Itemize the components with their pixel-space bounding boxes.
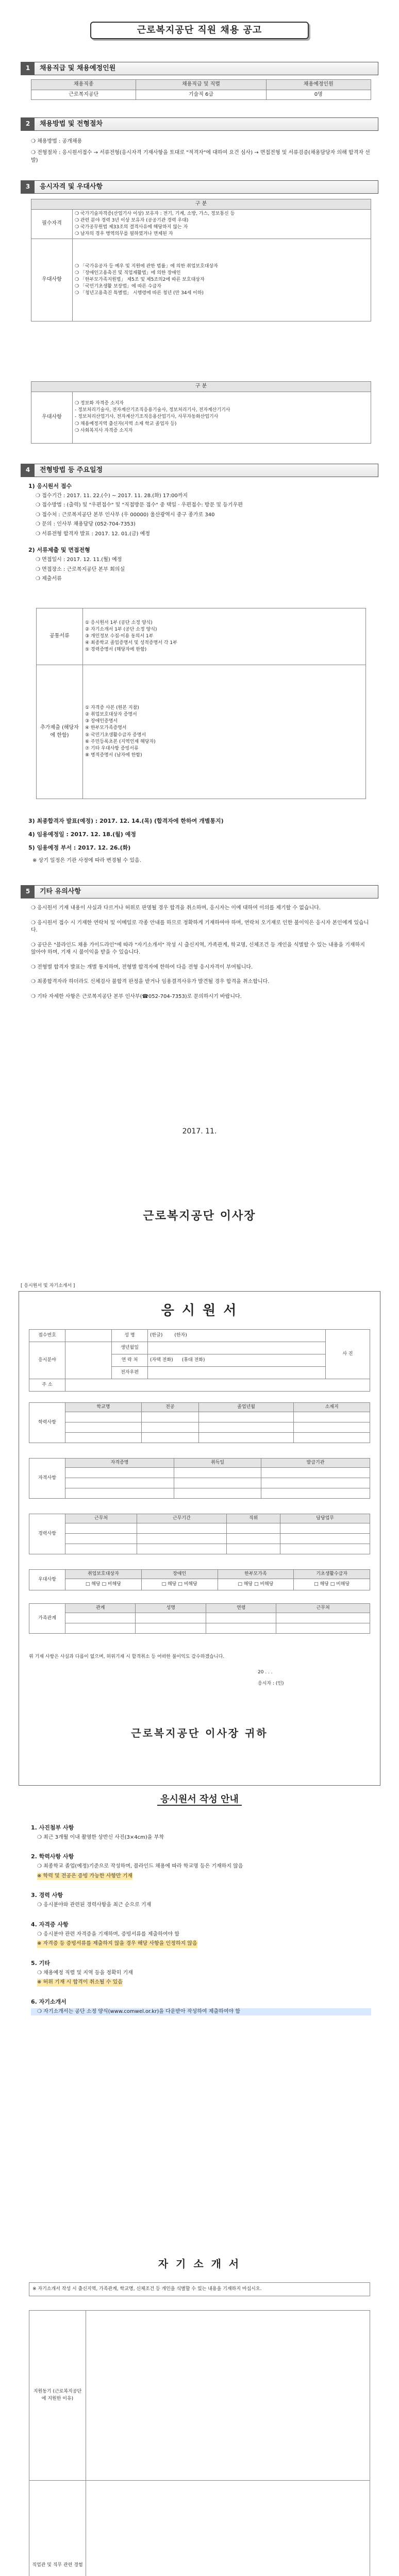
table-cell[interactable] — [65, 1468, 174, 1478]
list-item: ③ 장애인증명서 — [85, 719, 118, 724]
table-cell[interactable] — [141, 1412, 198, 1422]
intro-title: 자 기 소 개 서 — [158, 2258, 241, 2270]
section-4-header — [21, 464, 378, 477]
table-cell[interactable] — [294, 1433, 370, 1443]
certificate-table — [29, 1458, 370, 1499]
guide-heading: 6. 자기소개서 — [31, 1998, 66, 2005]
table-header: 관계 — [65, 1604, 136, 1613]
field-label: 성 명 — [112, 1330, 148, 1342]
checkbox-group[interactable]: □ 해당 □ 비해당 — [65, 1579, 142, 1590]
row-content — [73, 239, 371, 321]
row-label: 우대사항 — [31, 239, 73, 321]
intro-note: ※ 자기소개서 작성 시 출신지역, 가족관계, 학교명, 신체조건 등 개인을 식별할 수 있는 내용을 기재하지 마십시오. — [29, 2282, 370, 2296]
table-cell[interactable] — [137, 1544, 227, 1554]
qualification-table — [31, 199, 371, 321]
hint: (휴대 전화) — [181, 1357, 205, 1363]
list-item: ❍ 관련 분야 경력 3년 이상 보유자 (공공기관 경력 우대) — [75, 217, 189, 223]
guide-text: ❍ 최종학교 졸업(예정)기준으로 작성하며, 블라인드 채용에 따라 학교명 등은 기재하지 않음 — [37, 1863, 243, 1870]
note: ※ 상기 일정은 기관 사정에 따라 변경될 수 있음. — [32, 857, 141, 863]
table-cell: 0명 — [266, 90, 371, 100]
list-item: - 정보처리산업기사, 전자계산기조직응용산업기사, 사무자동화산업기사 — [75, 414, 219, 420]
table-cell[interactable] — [280, 1523, 370, 1534]
checkbox-group[interactable]: □ 해당 □ 비해당 — [218, 1579, 294, 1590]
oath-date: 20 . . . — [258, 1670, 273, 1675]
table-cell[interactable] — [174, 1478, 261, 1488]
guide-text: ❍ 채용예정 직렬 및 지역 등을 정확히 기재 — [37, 1970, 133, 1976]
subheading: 3) 최종합격자 발표(예정) : 2017. 12. 14.(목) (합격자에 한하여 개별통지) — [28, 818, 224, 824]
notes-list — [31, 905, 371, 1008]
list-item: ① 자격증 사본 (원본 지참) — [85, 705, 139, 711]
table-header: 학교명 — [65, 1403, 142, 1412]
form-label: [ 응시원서 및 자기소개서 ] — [21, 1283, 75, 1289]
table-cell[interactable] — [136, 1613, 206, 1623]
table-cell[interactable] — [65, 1422, 142, 1433]
section-2-header — [21, 117, 378, 131]
section-5-header — [21, 885, 378, 899]
page-title: 근로복지공단 직원 채용 공고 — [90, 22, 309, 39]
list-item: ② 취업보호대상자 증명서 — [85, 712, 137, 718]
subheading: 5) 임용예정 부서 : 2017. 12. 26.(화) — [28, 844, 131, 851]
table-cell[interactable] — [261, 1478, 370, 1488]
intro-answer[interactable] — [86, 2311, 370, 2481]
table-cell[interactable] — [65, 1613, 136, 1623]
form-title: 응 시 원 서 — [161, 1303, 238, 1318]
row-label: 공통서류 — [37, 608, 83, 665]
table-header: 졸업년월 — [198, 1403, 293, 1412]
table-cell[interactable] — [226, 1544, 280, 1554]
field-label: 자격사항 — [29, 1459, 65, 1499]
table-header: 자격증명 — [65, 1459, 174, 1468]
table-cell[interactable] — [294, 1422, 370, 1433]
guide-warning: ※ 허위 기재 시 합격이 취소될 수 있음 — [37, 1979, 123, 1987]
guide-warning: ※ 학력 및 전공은 증빙 가능한 사항만 기재 — [37, 1873, 132, 1880]
list-item: ⑤ 경력증명서 (해당자에 한함) — [85, 647, 147, 653]
section-number: 3 — [21, 181, 35, 193]
list-item: - 정보처리기술사, 전자계산기조직응용기술사, 정보처리기사, 전자계산기기사 — [75, 408, 230, 413]
process-text: ❍ 전형절차 : 응시원서접수 → 서류전형(응시자격 기재사항을 토대로 "적격자"에 대하여 요건 심사) → 면접전형 및 서류검증(채용담당자 의해 합격자 선발) — [31, 150, 370, 163]
table-cell[interactable] — [65, 1488, 174, 1499]
subheading: 1) 응시원서 접수 — [28, 483, 72, 489]
field-label: 우대사항 — [29, 1570, 65, 1590]
list-item: ❍ 사회복지사 자격증 소지자 — [75, 428, 133, 433]
table-cell[interactable] — [65, 1544, 137, 1554]
list-item: ❍ 제출서류 — [36, 576, 62, 582]
list-item: ❍ 기타 자세한 사항은 근로복지공단 본부 인사부(☎052-704-7353)로 문의하시기 바랍니다. — [31, 993, 242, 999]
table-cell[interactable] — [65, 1412, 142, 1422]
list-item: ⑥ 주민등록초본 (지역인재 해당자) — [85, 739, 156, 744]
hint: (한글) — [150, 1332, 163, 1338]
career-table — [29, 1514, 370, 1554]
table-cell[interactable] — [137, 1523, 227, 1534]
list-item: ④ 한부모가족증명서 — [85, 725, 127, 731]
section-3-header — [21, 180, 378, 194]
photo-box[interactable]: 사 진 — [326, 1330, 370, 1379]
list-item: ❍ 접수방법 : (출력) 및 "우편접수" 및 "직접방문 접수" 중 택일 · 우편접수: 방문 및 등기우편 — [36, 502, 243, 509]
intro-row-label: 직업관 및 직무 관련 경험 — [29, 2481, 86, 2576]
table-header: 직위 — [226, 1514, 280, 1523]
schedule-block — [28, 482, 374, 583]
list-item: ❍ 공단은 "블라인드 채용 가이드라인"에 따라 "자기소개서" 작성 시 출신지역, 가족관계, 학교명, 신체조건 등 개인을 식별할 수 있는 내용을 기재하지 않아야 하며, 기재 시 불이익을 받을 수 있습니다. — [31, 942, 365, 955]
table-cell[interactable] — [198, 1412, 293, 1422]
list-item: ⑤ 국민기초생활수급자 증명서 — [85, 732, 146, 738]
guide-heading: 2. 학력사항 사항 — [31, 1853, 74, 1860]
positions-table — [31, 79, 371, 100]
table-cell[interactable] — [137, 1534, 227, 1544]
phone-field[interactable] — [148, 1354, 326, 1367]
table-cell[interactable] — [280, 1544, 370, 1554]
section-title: 채용직급 및 채용예정인원 — [35, 62, 378, 75]
table-header: 채용예정인원 — [266, 80, 371, 90]
section-title: 전형방법 등 주요일정 — [35, 464, 378, 477]
checkbox-group[interactable]: □ 해당 □ 비해당 — [294, 1579, 370, 1590]
guide-heading: 1. 사진첨부 사항 — [31, 1824, 74, 1831]
table-cell[interactable] — [294, 1412, 370, 1422]
field-label: 응시분야 — [29, 1342, 65, 1379]
hint: (자택 전화) — [150, 1357, 173, 1363]
table-header: 기초생활수급자 — [294, 1570, 370, 1579]
table-cell[interactable] — [261, 1488, 370, 1499]
guide-heading: 3. 경력 사항 — [31, 1892, 63, 1899]
table-header: 취득일 — [174, 1459, 261, 1468]
table-header: 소재지 — [294, 1403, 370, 1412]
address-field[interactable] — [65, 1379, 370, 1392]
table-cell[interactable] — [65, 1478, 174, 1488]
guide-text: ❍ 자기소개서는 공단 소정 양식(www.comwel.or.kr)을 다운받아 작성하여 제출하여야 함 — [31, 2008, 371, 2016]
table-cell: 근로복지공단 — [31, 90, 136, 100]
list-item: ❍ 국가기술자격증(산업기사 이상) 보유자 : 전기, 기계, 소방, 가스, 정보통신 등 — [75, 211, 235, 216]
documents-table — [36, 608, 366, 799]
guide-title — [0, 1793, 399, 1806]
subheading: 4) 임용예정일 : 2017. 12. 18.(월) 예정 — [28, 831, 136, 838]
apply-field-input[interactable] — [65, 1342, 112, 1379]
list-item: ❍ 서류전형 합격자 발표 : 2017. 12. 01.(금) 예정 — [36, 531, 150, 537]
list-item: ❍ 응시원서 기재 내용이 사실과 다르거나 허위로 판명될 경우 합격을 취소하며, 응시자는 이에 대하여 이의를 제기할 수 없습니다. — [31, 905, 321, 911]
list-item: ❍ 접수처 : 근로복지공단 본부 인사부 (우 00000) 울산광역시 중구 종가로 340 — [36, 512, 215, 518]
intro-row-label: 지원동기 (근로복지공단에 지원한 이유) — [29, 2311, 86, 2481]
table-cell: 기술직 6급 — [136, 90, 266, 100]
notice-date: 2017. 11. — [182, 1127, 217, 1136]
field-label: 가족관계 — [29, 1604, 65, 1634]
organization-name: 근로복지공단 이사장 — [143, 1210, 256, 1223]
list-item: ❍ 최종합격자라 하더라도 신체검사 불합격 판정을 받거나 임용결격사유가 발견될 경우 합격을 취소합니다. — [31, 979, 270, 985]
section-number: 5 — [21, 886, 35, 898]
row-content — [73, 392, 371, 443]
list-item: ❍ 면접장소 : 근로복지공단 본부 회의실 — [36, 566, 125, 572]
field-label: 생년월일 — [112, 1342, 148, 1354]
table-header: 한부모가족 — [218, 1570, 294, 1579]
field-label: 학력사항 — [29, 1403, 65, 1443]
table-header: 장애인 — [141, 1570, 218, 1579]
guide-text: ❍ 응시분야와 관련된 경력사항을 최근 순으로 기재 — [37, 1902, 152, 1908]
table-header: 채용직급 및 직렬 — [136, 80, 266, 90]
checkbox-group[interactable]: □ 해당 □ 비해당 — [141, 1579, 218, 1590]
list-item: ❍ 남자의 경우 병역의무를 필하였거나 면제된 자 — [75, 231, 173, 236]
list-item: ① 응시원서 1부 (공단 소정 양식) — [85, 620, 153, 625]
preference-form-table — [29, 1569, 370, 1590]
list-item: ② 자기소개서 1부 (공단 소정 양식) — [85, 626, 157, 632]
section-number: 4 — [21, 464, 35, 477]
method-text: ❍ 채용방법 : 공개채용 — [31, 139, 82, 144]
table-cell[interactable] — [65, 1523, 137, 1534]
subheading: 2) 서류제출 및 면접전형 — [28, 547, 90, 554]
list-item: ③ 개인정보 수집·이용 동의서 1부 — [85, 633, 154, 639]
list-item: ❍ 정보화 자격증 소지자 — [75, 401, 124, 406]
list-item: ❍ 문의 : 인사부 채용담당 (052-704-7353) — [36, 521, 136, 528]
field-label: 접수번호 — [29, 1330, 65, 1342]
field-label: 주 소 — [29, 1379, 65, 1392]
table-cell[interactable] — [206, 1613, 276, 1623]
guide-text: ❍ 최근 3개월 이내 촬영한 상반신 사진(3×4cm)을 부착 — [37, 1834, 164, 1840]
table-cell[interactable] — [198, 1433, 293, 1443]
applicant-table — [29, 1329, 370, 1392]
section-title: 채용방법 및 전형절차 — [35, 118, 378, 130]
table-cell[interactable] — [276, 1613, 370, 1623]
table-cell[interactable] — [198, 1422, 293, 1433]
intro-table — [29, 2310, 370, 2576]
table-header: 근무기간 — [137, 1514, 227, 1523]
table-cell[interactable] — [65, 1433, 142, 1443]
section-number: 2 — [21, 118, 35, 130]
table-cell[interactable] — [280, 1534, 370, 1544]
birth-field[interactable] — [148, 1342, 326, 1354]
exam-no-field[interactable] — [65, 1330, 112, 1342]
email-field[interactable] — [148, 1367, 326, 1379]
table-cell[interactable] — [141, 1422, 198, 1433]
table-cell[interactable] — [65, 1623, 136, 1634]
section-1-header — [21, 62, 378, 75]
intro-answer[interactable] — [86, 2481, 370, 2576]
table-header: 근무처 — [65, 1514, 137, 1523]
table-header: 발급기관 — [261, 1459, 370, 1468]
table-header: 채용직종 — [31, 80, 136, 90]
guide-list — [31, 1824, 371, 2027]
field-label: 연 락 처 — [112, 1354, 148, 1367]
table-cell[interactable] — [226, 1523, 280, 1534]
guide-heading: 4. 자격증 사항 — [31, 1921, 69, 1928]
addressee: 근로복지공단 이사장 귀하 — [131, 1727, 268, 1739]
row-label: 필수자격 — [31, 209, 73, 239]
table-header: 담당업무 — [280, 1514, 370, 1523]
table-cell[interactable] — [174, 1468, 261, 1478]
list-item: ❍ 「한부모가족지원법」 제5조 및 제5조의2에 따른 보호대상자 — [75, 277, 205, 282]
name-field[interactable] — [148, 1330, 326, 1342]
table-header: 구 분 — [31, 199, 371, 210]
list-item: ❍ 응시원서 접수 시 기재한 연락처 및 이메일로 각종 안내를 하므로 정확하게 기재하여야 하며, 연락처 오기재로 인한 불이익은 응시자 본인에게 있습니다. — [31, 920, 369, 933]
field-label: 경력사항 — [29, 1514, 65, 1554]
row-label: 우대사항 — [31, 392, 73, 443]
field-label: 전자우편 — [112, 1367, 148, 1379]
oath-text: 위 기재 사항은 사실과 다름이 없으며, 허위기재 시 합격취소 등 어떠한 불이익도 감수하겠습니다. — [29, 1654, 225, 1659]
family-table — [29, 1603, 370, 1634]
table-header: 전공 — [141, 1403, 198, 1412]
list-item: ❍ 전형별 합격자 발표는 개별 통지하며, 전형별 합격자에 한하여 다음 전형 응시자격이 부여됩니다. — [31, 964, 253, 970]
table-header: 취업보호대상자 — [65, 1570, 142, 1579]
row-content — [73, 209, 371, 239]
section-number: 1 — [21, 62, 35, 75]
education-table — [29, 1402, 370, 1443]
row-label: 추가제출 (해당자에 한함) — [37, 665, 83, 799]
table-cell[interactable] — [141, 1433, 198, 1443]
table-cell[interactable] — [276, 1623, 370, 1634]
table-header: 연령 — [206, 1604, 276, 1613]
list-item: ❍ 「청년고용촉진 특별법」 시행령에 따른 청년 (만 34세 이하) — [75, 290, 204, 296]
preference-table — [31, 381, 371, 444]
guide-title-text: 응시원서 작성 안내 — [157, 1794, 242, 1806]
row-content — [83, 608, 366, 665]
hint: (한자) — [174, 1332, 187, 1338]
table-cell[interactable] — [136, 1623, 206, 1634]
list-item: ❍ 「국가유공자 등 예우 및 지원에 관한 법률」에 의한 취업보호대상자 — [75, 263, 218, 269]
table-cell[interactable] — [206, 1623, 276, 1634]
table-header: 근무처 — [276, 1604, 370, 1613]
guide-heading: 5. 기타 — [31, 1959, 50, 1967]
list-item: ⑧ 병적증명서 (남자에 한함) — [85, 752, 142, 758]
oath-sign: 응시자 : (인) — [258, 1681, 284, 1686]
section-title: 응시자격 및 우대사항 — [35, 181, 378, 193]
list-item: ④ 최종학교 졸업증명서 및 성적증명서 각 1부 — [85, 640, 177, 646]
table-header: 구 분 — [31, 382, 371, 392]
list-item: ❍ 면접일시 : 2017. 12. 11.(월) 예정 — [36, 557, 122, 563]
schedule-block-2 — [28, 817, 374, 865]
section-title: 기타 유의사항 — [35, 886, 378, 898]
table-cell[interactable] — [174, 1488, 261, 1499]
table-cell[interactable] — [261, 1468, 370, 1478]
list-item: ❍ 접수기간 : 2017. 11. 22.(수) ~ 2017. 11. 28.(화) 17:00까지 — [36, 493, 188, 499]
row-content — [83, 665, 366, 799]
table-cell[interactable] — [65, 1534, 137, 1544]
guide-warning: ※ 자격증 등 증빙서류를 제출하지 않을 경우 해당 사항을 인정하지 않음 — [37, 1940, 197, 1948]
table-header: 성명 — [136, 1604, 206, 1613]
list-item: ❍ 국가공무원법 제33조의 결격사유에 해당하지 않는 자 — [75, 224, 188, 230]
list-item: ⑦ 기타 우대사항 증빙서류 — [85, 745, 139, 751]
table-cell[interactable] — [226, 1534, 280, 1544]
list-item: ❍ 채용예정지역 출신자(지역 소재 학교 졸업자 등) — [75, 421, 177, 427]
list-item: ❍ 「장애인고용촉진 및 직업재활법」에 의한 장애인 — [75, 270, 181, 276]
list-item: ❍ 「국민기초생활 보장법」에 따른 수급자 — [75, 283, 161, 289]
guide-text: ❍ 응시분야 관련 자격증을 기재하며, 증빙서류를 제출하여야 함 — [37, 1931, 179, 1937]
